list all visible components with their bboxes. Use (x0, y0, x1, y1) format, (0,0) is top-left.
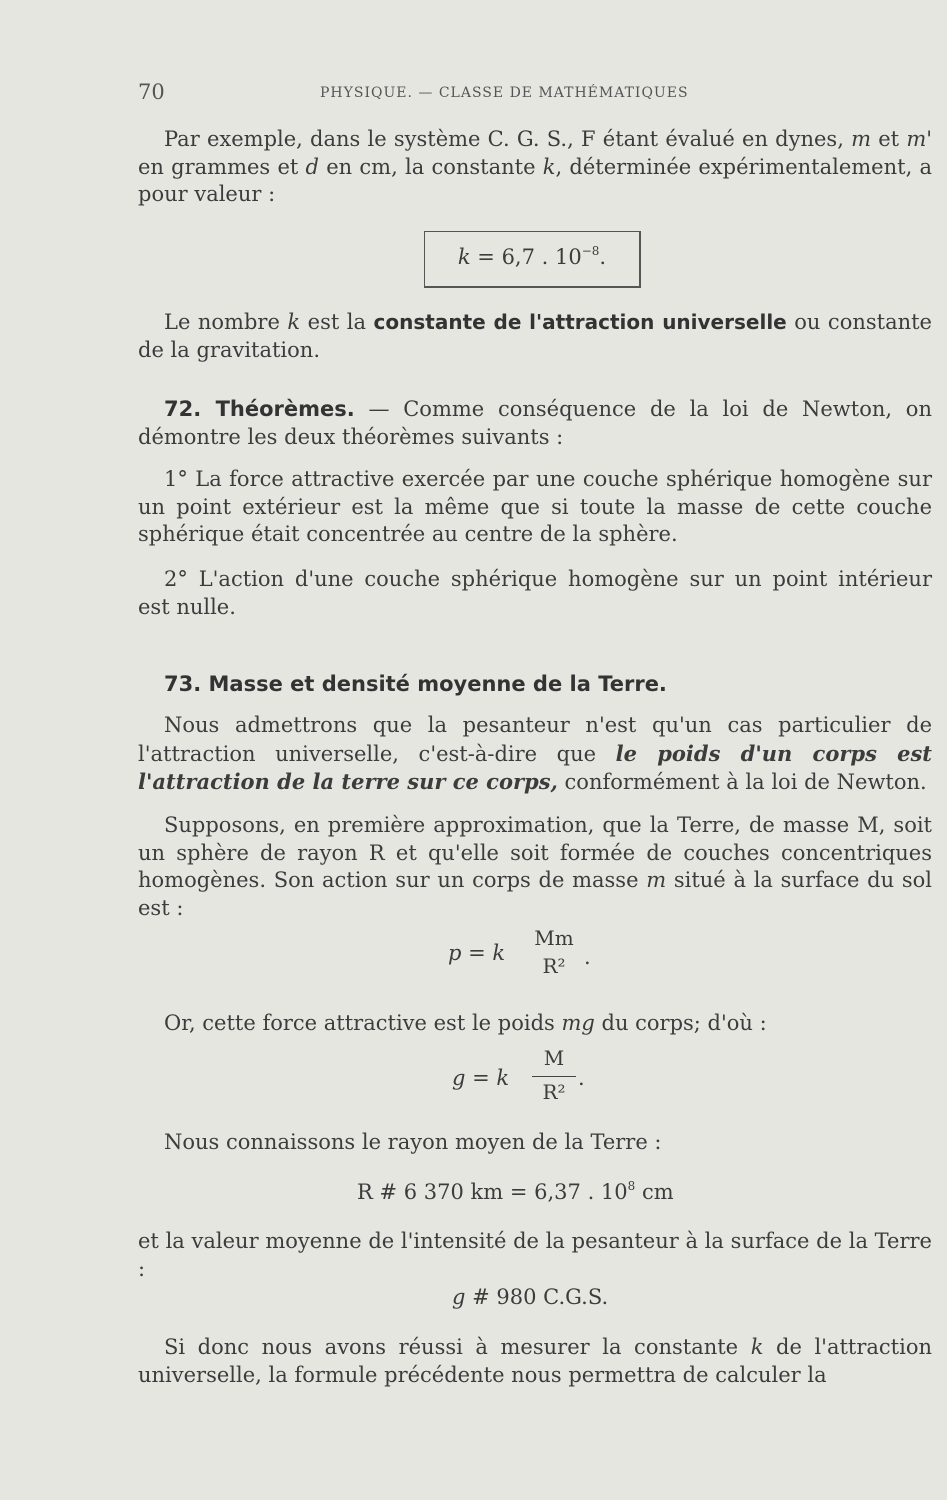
section-73-para-5: et la valeur moyenne de l'intensité de la pesanteur à la surface de la Terre : (138, 1229, 932, 1281)
section-73-title: 73. Masse et densité moyenne de la Terre. (164, 672, 667, 696)
section-73-para-4: Nous connaissons le rayon moyen de la Terre : (164, 1130, 662, 1154)
equation-gravity: g # 980 C.G.S. (452, 1285, 609, 1309)
page-header (138, 80, 938, 110)
section-73-para-6: Si donc nous avons réussi à mesurer la constante k de l'attraction universelle, la formule précédente nous permettra de calculer la (138, 1335, 932, 1387)
book-page: 70 PHYSIQUE. — CLASSE DE MATHÉMATIQUES Par exemple, dans le système C. G. S., F étant évalué en dynes, m et m' en grammes et d en cm, la constante k, déterminée expérimentalement, a pour valeur : k = 6,7 . $10^{-8}$. Le nombre k est la constante de l'attraction universelle ou constante de la gravitation. 72. Théorèmes. — Comme conséquence de la loi de Newton, on démontre les deux théorèmes suivants : 1° La force attractive exercée par une couche sphérique homogène sur un point extérieur est la même que si toute la masse de cette couche sphérique était concentrée au centre de la sphère. 2° L'action d'une couche sphérique homogène sur un point intérieur est nulle. 73. Masse et densité moyenne de la Terre. Nous admettrons que la pesanteur n'est qu'un cas particulier de l'attraction universelle, c'est-à-dire que le poids d'un corps est l'attraction de la terre sur ce corps, conformément à la loi de Newton. Supposons, en première approximation, que la Terre, de masse M, soit un sphère de rayon R et qu'elle soit formée de couches concentriques homogènes. Son action sur un corps de masse m situé à la surface du sol est : p = k Mm R² . Or, cette force attractive est le poids mg du corps; d'où : g = k M R² . Nous connaissons le rayon moyen de la Terre : R # 6 370 km = 6,37 . $10^8$ cm et la valeur moyenne de l'intensité de la pesanteur à la surface de la Terre : g # 980 C.G.S. Si donc nous avons réussi à mesurer la constante k de l'attraction universelle, la formule précédente nous permettra de calculer la (0, 0, 947, 1500)
intro-paragraph: Par exemple, dans le système C. G. S., F étant évalué en dynes, m et m' en grammes et d en cm, la constante k, déterminée expérimentalement, a pour valeur : (138, 127, 932, 206)
theorem-1: 1° La force attractive exercée par une couche sphérique homogène sur un point extérieur est la même que si toute la masse de cette couche sphérique était concentrée au centre de la sphère. (138, 467, 932, 546)
formula-k: k (457, 245, 471, 269)
equation-radius: R # 6 370 km = 6,37 . $10^8$ cm (357, 1179, 674, 1204)
running-title: PHYSIQUE. — CLASSE DE MATHÉMATIQUES (320, 85, 689, 101)
section-73-para-1: Nous admettrons que la pesanteur n'est qu'un cas particulier de l'attraction universelle, c'est-à-dire que le poids d'un corps est l'attraction de la terre sur ce corps, conformément à la loi de Newton. (138, 713, 933, 794)
theorem-2: 2° L'action d'une couche sphérique homogène sur un point intérieur est nulle. (138, 567, 932, 619)
section-72-title: 72. Théorèmes. (164, 397, 355, 421)
emphasis: le poids d'un corps est l'attraction de la terre sur ce corps, (138, 740, 933, 794)
section-72-intro: 72. Théorèmes. — Comme conséquence de la loi de Newton, on démontre les deux théorèmes suivants : (138, 397, 932, 449)
section-73-para-2: Supposons, en première approximation, que la Terre, de masse M, soit un sphère de rayon R et qu'elle soit formée de couches concentriques homogènes. Son action sur un corps de masse m situé à la surface du sol est : (138, 813, 932, 920)
section-73-para-3: Or, cette force attractive est le poids mg du corps; d'où : (164, 1011, 767, 1035)
key-term: constante de l'attraction universelle (373, 310, 787, 334)
constant-paragraph: Le nombre k est la constante de l'attraction universelle ou constante de la gravitation. (138, 310, 932, 362)
boxed-formula: k = 6,7 . $10^{-8}$. (424, 231, 641, 288)
page-number: 70 (138, 80, 165, 104)
